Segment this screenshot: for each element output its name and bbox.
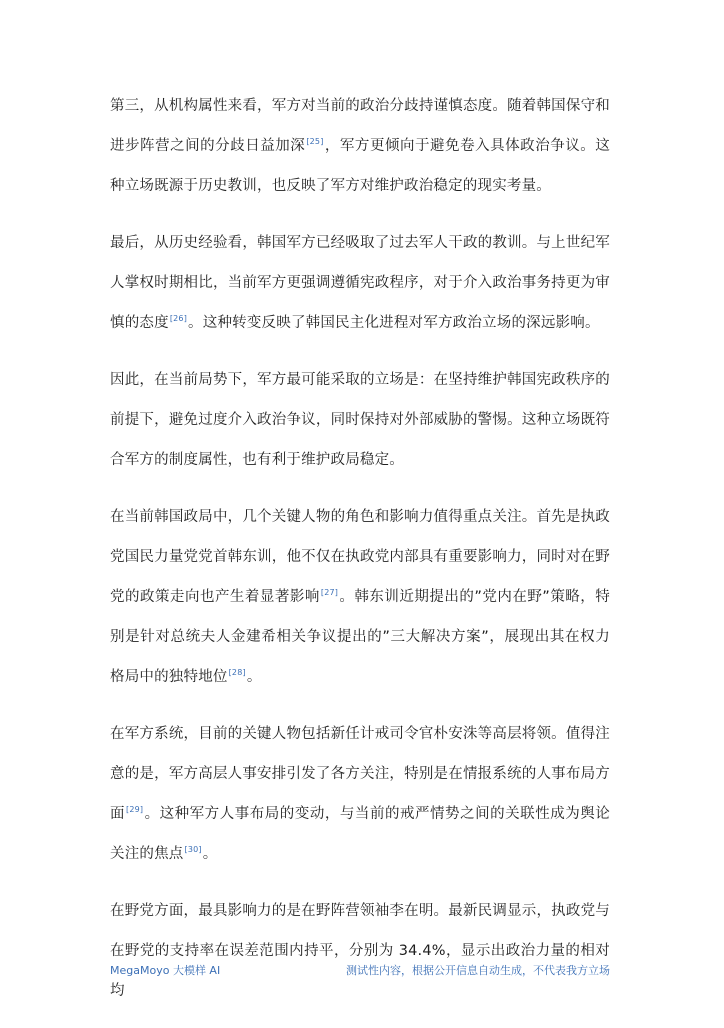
paragraph — [110, 223, 610, 343]
citation-ref[interactable]: [29] — [126, 805, 144, 815]
citation-ref[interactable]: [26] — [169, 314, 188, 324]
document-body — [110, 86, 610, 1028]
footer-brand: MegaMoyo 大模样 AI — [110, 964, 221, 977]
paragraph-text: 。 — [246, 669, 262, 685]
paragraph-text: 最后，从历史经验看，韩国军方已经吸取了过去军人干政的教训。与上世纪军人掌权时期相比，当前军方更强调遵循宪政程序，对于介入政治事务持更为审慎的态度 — [110, 235, 610, 331]
paragraph-text: ，军方更倾向于避免卷入具体政治争议。这种立场既源于历史教训，也反映了军方对维护政治稳定的现实考量。 — [110, 138, 610, 194]
citation-ref[interactable]: [27] — [320, 588, 339, 598]
paragraph-text: 在军方系统，目前的关键人物包括新任计戒司令官朴安洙等高层将领。值得注意的是，军方高层人事安排引发了各方关注，特别是在情报系统的人事布局方面 — [110, 726, 610, 822]
footer-disclaimer: 测试性内容，根据公开信息自动生成，不代表我方立场 — [346, 964, 610, 977]
paragraph-text: 在当前韩国政局中，几个关键人物的角色和影响力值得重点关注。首先是执政党国民力量党党首韩东训，他不仅在执政党内部具有重要影响力，同时对在野党的政策走向也产生着显著影响 — [110, 509, 610, 605]
paragraph-text: 。这种转变反映了韩国民主化进程对军方政治立场的深远影响。 — [188, 315, 600, 331]
paragraph-text: 在野党方面，最具影响力的是在野阵营领袖李在明。最新民调显示，执政党与在野党的支持率在误差范围内持平，分别为 34.4%，显示出政治力量的相对均 — [110, 903, 610, 999]
paragraph-text: 。韩东训近期提出的”党内在野”策略，特别是针对总统夫人金建希相关争议提出的”三大解决方案”，展现出其在权力格局中的独特地位 — [110, 589, 610, 685]
citation-ref[interactable]: [30] — [184, 845, 202, 855]
paragraph — [110, 891, 610, 1011]
paragraph — [110, 714, 610, 874]
paragraph — [110, 360, 610, 480]
paragraph-text: 。 — [202, 846, 218, 862]
paragraph-text: 因此，在当前局势下，军方最可能采取的立场是：在坚持维护韩国宪政秩序的前提下，避免过度介入政治争议，同时保持对外部威胁的警惕。这种立场既符合军方的制度属性，也有利于维护政局稳定。 — [110, 372, 610, 468]
paragraph-text: 。这种军方人事布局的变动，与当前的戒严情势之间的关联性成为舆论关注的焦点 — [110, 806, 610, 862]
citation-ref[interactable]: [25] — [306, 137, 324, 147]
paragraph-text: 第三，从机构属性来看，军方对当前的政治分歧持谨慎态度。随着韩国保守和进步阵营之间的分歧日益加深 — [110, 98, 610, 154]
paragraph — [110, 497, 610, 697]
paragraph — [110, 86, 610, 206]
citation-ref[interactable]: [28] — [228, 668, 246, 678]
page-footer — [110, 962, 610, 978]
